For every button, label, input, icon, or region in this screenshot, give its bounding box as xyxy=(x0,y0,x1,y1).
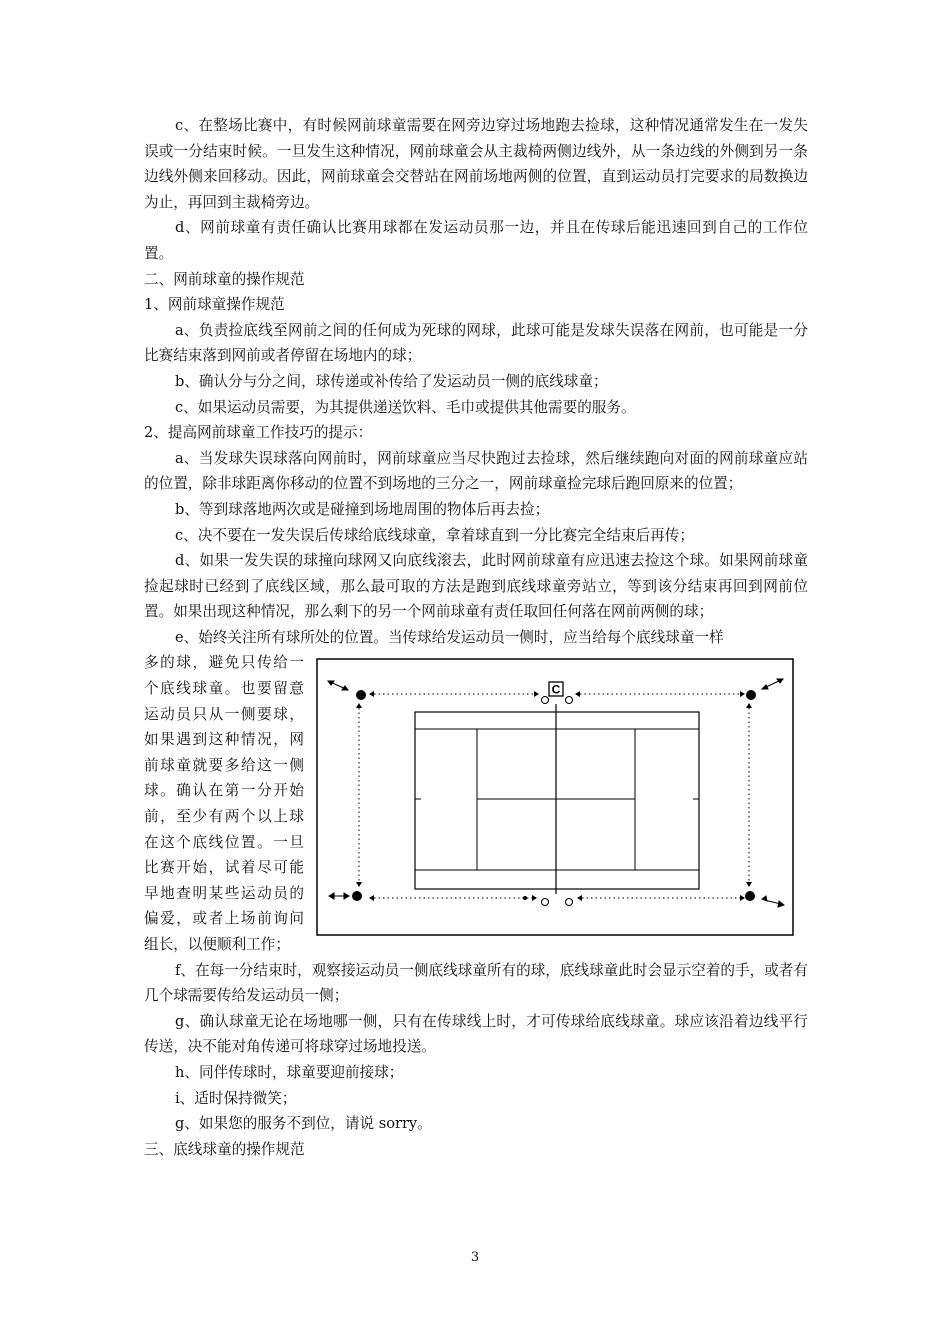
paragraph-tip-g2: g、如果您的服务不到位，请说 sorry。 xyxy=(175,1115,432,1133)
paragraph-tip-b: b、等到球落地两次或是碰撞到场地周围的物体后再去捡； xyxy=(175,500,550,518)
paragraph-tip-i: i、适时保持微笑； xyxy=(175,1089,297,1107)
court-diagram-svg xyxy=(316,658,794,938)
paragraph-d-responsibility: d、网前球童有责任确认比赛用球都在发运动员那一边，并且在传球后能迅速回到自己的工作位置。 xyxy=(144,219,808,262)
paragraph-a-dead-ball: a、负责捡底线至网前之间的任何成为死球的网球，此球可能是发球失误落在网前，也可能是一分比赛结束落到网前或者停留在场地内的球； xyxy=(144,321,808,365)
diagram-frame xyxy=(317,659,793,935)
net-ballboy-bottom-right xyxy=(566,899,573,906)
svg-text:C: C xyxy=(551,682,561,697)
court-diagram xyxy=(316,658,794,938)
page-number: 3 xyxy=(470,1250,480,1265)
paragraph-tip-h: h、同伴传球时，球童要迎前接球； xyxy=(175,1063,404,1081)
section-heading-net-ballboy: 二、网前球童的操作规范 xyxy=(144,270,305,288)
baseline-ballboy-top-right xyxy=(746,690,756,700)
net-ballboy-bottom-left xyxy=(542,899,549,906)
paragraph-tip-a: a、当发球失误球落向网前时，网前球童应当尽快跑过去捡球，然后继续跑向对面的网前球童应站的位置，除非球距离你移动的位置不到场地的三分之一，网前球童捡完球后跑回原来的位置； xyxy=(144,449,808,493)
paragraph-tip-d: d、如果一发失误的球撞向球网又向底线滚去，此时网前球童有应迅速去捡这个球。如果网前球童捡起球时已经到了底线区域，那么最可取的方法是跑到底线球童旁站立，等到该分结束再回到网前位置。如果出现这种情况，那么剩下的另一个网前球童有责任取回任何落在网前两侧的球； xyxy=(144,552,808,621)
document-body xyxy=(144,113,808,1162)
paragraph-c-service: c、如果运动员需要，为其提供递送饮料、毛巾或提供其他需要的服务。 xyxy=(175,398,636,416)
baseline-ballboy-top-left xyxy=(356,690,366,700)
paragraph-tip-f: f、在每一分结束时，观察接运动员一侧底线球童所有的球，底线球童此时会显示空着的手，或者有几个球需要传给发运动员一侧； xyxy=(144,961,808,1005)
paragraph-c-cross-court: c、在整场比赛中，有时候网前球童需要在网旁边穿过场地跑去捡球，这种情况通常发生在一发失误或一分结束时候。一旦发生这种情况，网前球童会从主裁椅两侧边线外，从一条边线的外侧到另一条边线外侧来回移动。因此，网前球童会交替站在网前场地两侧的位置，直到运动员打完要求的局数换边为止，再回到主裁椅旁边。 xyxy=(144,117,808,211)
paragraph-tip-e-rest: 多的球，避免只传给一个底线球童。也要留意运动员只从一侧要球，如果遇到这种情况，网前球童就要多给这一侧球。确认在第一分开始前，至少有两个以上球在这个底线位置。一旦比赛开始，试着尽可能早地查明某些运动员的偏爱，或者上场前询问组长，以便顺利工作； xyxy=(144,654,304,953)
baseline-ballboy-bottom-left xyxy=(352,891,362,901)
paragraph-tip-c: c、决不要在一发失误后传球给底线球童，拿着球直到一分比赛完全结束后再传； xyxy=(175,526,694,544)
subheading-tips: 2、提高网前球童工作技巧的提示： xyxy=(144,424,373,442)
net-ballboy-top-right xyxy=(566,697,573,704)
subheading-net-rules: 1、网前球童操作规范 xyxy=(144,296,285,314)
figure-wrap xyxy=(144,650,808,957)
paragraph-b-pass-ball: b、确认分与分之间，球传递或补传给了发运动员一侧的底线球童； xyxy=(175,372,608,390)
baseline-ballboy-bottom-right xyxy=(745,891,755,901)
chair-icon xyxy=(549,682,563,697)
paragraph-tip-e-first: e、始终关注所有球所处的位置。当传球给发运动员一侧时，应当给每个底线球童一样 xyxy=(175,628,724,646)
paragraph-tip-g: g、确认球童无论在场地哪一侧，只有在传球线上时，才可传球给底线球童。球应该沿着边线平行传送，决不能对角传递可将球穿过场地投送。 xyxy=(144,1012,808,1056)
net-ballboy-top-left xyxy=(542,697,549,704)
section-heading-baseline: 三、底线球童的操作规范 xyxy=(144,1140,305,1158)
